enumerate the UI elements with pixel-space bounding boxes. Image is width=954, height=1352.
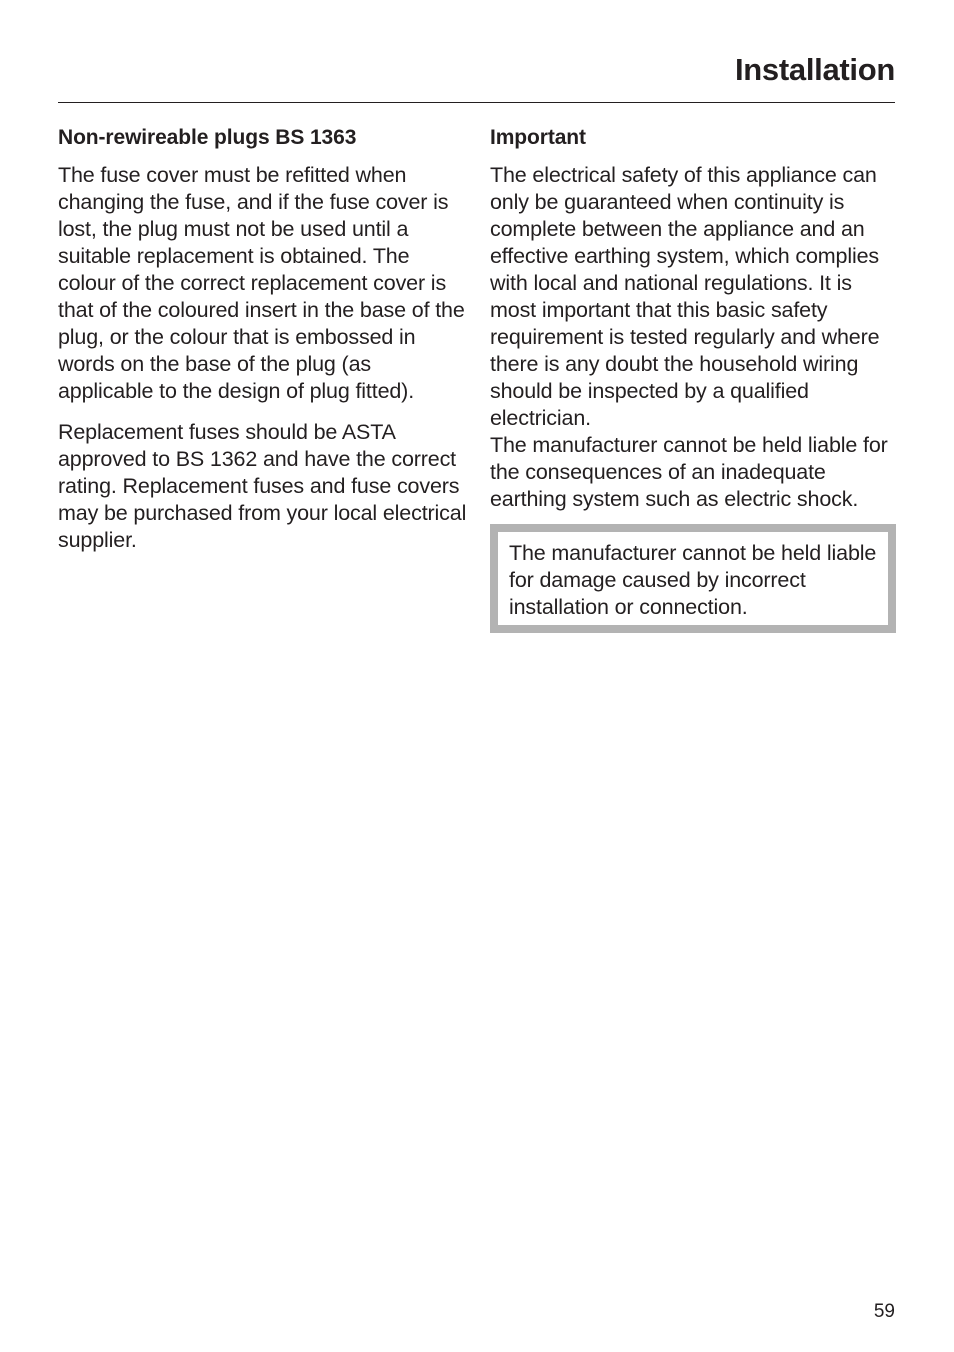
- right-column: [490, 124, 900, 633]
- page-title: Installation: [734, 52, 895, 87]
- important-section-heading: Important: [490, 126, 586, 149]
- left-column: [58, 124, 470, 568]
- page-header: [58, 50, 895, 103]
- warning-notice-box: [490, 524, 896, 633]
- page-number: 59: [873, 1301, 895, 1322]
- manufacturer-liability-paragraph: The manufacturer cannot be held liable for the consequences of an inadequate earthing system such as electric shock.: [490, 433, 888, 511]
- plugs-section-heading: Non-rewireable plugs BS 1363: [58, 126, 357, 149]
- electrical-safety-paragraph: The electrical safety of this appliance can only be guaranteed when continuity is complete between the appliance and an effective earthing system, which complies with local and national regulations. It is most important that this basic safety requirement is tested regularly and where there is any doubt the household wiring should be inspected by a qualified electrician.: [490, 163, 880, 430]
- replacement-fuses-paragraph: Replacement fuses should be ASTA approved to BS 1362 and have the correct rating. Replacement fuses and fuse covers may be purchased from your local electrical supplier.: [58, 420, 467, 552]
- warning-notice-text: The manufacturer cannot be held liable for damage caused by incorrect installation or connection.: [509, 541, 877, 619]
- fuse-cover-paragraph: The fuse cover must be refitted when changing the fuse, and if the fuse cover is lost, the plug must not be used until a suitable replacement is obtained. The colour of the correct replacement cover is that of the coloured insert in the base of the plug, or the colour that is embossed in words on the base of the plug (as applicable to the design of plug fitted).: [58, 163, 465, 403]
